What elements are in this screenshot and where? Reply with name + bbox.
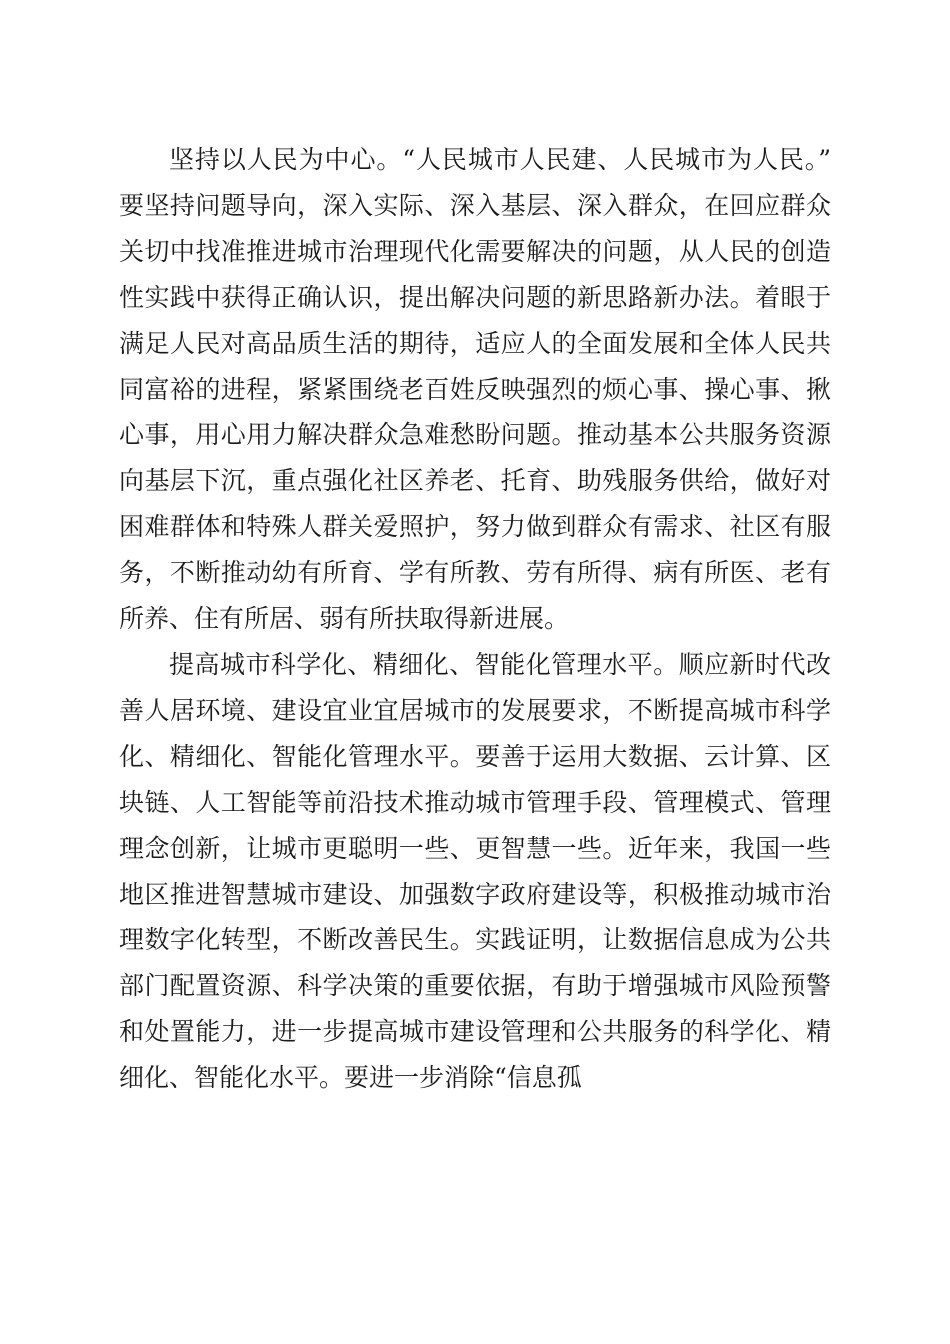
- document-body: [119, 137, 831, 1101]
- paragraph-people-centered: 坚持以人民为中心。“人民城市人民建、人民城市为人民。”要坚持问题导向，深入实际、深入基层、深入群众，在回应群众关切中找准推进城市治理现代化需要解决的问题，从人民的创造性实践中获得正确认识，提出解决问题的新思路新办法。着眼于满足人民对高品质生活的期待，适应人的全面发展和全体人民共同富裕的进程，紧紧围绕老百姓反映强烈的烦心事、操心事、揪心事，用心用力解决群众急难愁盼问题。推动基本公共服务资源向基层下沉，重点强化社区养老、托育、助残服务供给，做好对困难群体和特殊人群关爱照护，努力做到群众有需求、社区有服务，不断推动幼有所育、学有所教、劳有所得、病有所医、老有所养、住有所居、弱有所扶取得新进展。: [119, 145, 831, 634]
- paragraph-smart-management: 提高城市科学化、精细化、智能化管理水平。顺应新时代改善人居环境、建设宜业宜居城市的发展要求，不断提高城市科学化、精细化、智能化管理水平。要善于运用大数据、云计算、区块链、人工智能等前沿技术推动城市管理手段、管理模式、管理理念创新，让城市更聪明一些、更智慧一些。近年来，我国一些地区推进智慧城市建设、加强数字政府建设等，积极推动城市治理数字化转型，不断改善民生。实践证明，让数据信息成为公共部门配置资源、科学决策的重要依据，有助于增强城市风险预警和处置能力，进一步提高城市建设管理和公共服务的科学化、精细化、智能化水平。要进一步消除“信息孤: [119, 649, 831, 1093]
